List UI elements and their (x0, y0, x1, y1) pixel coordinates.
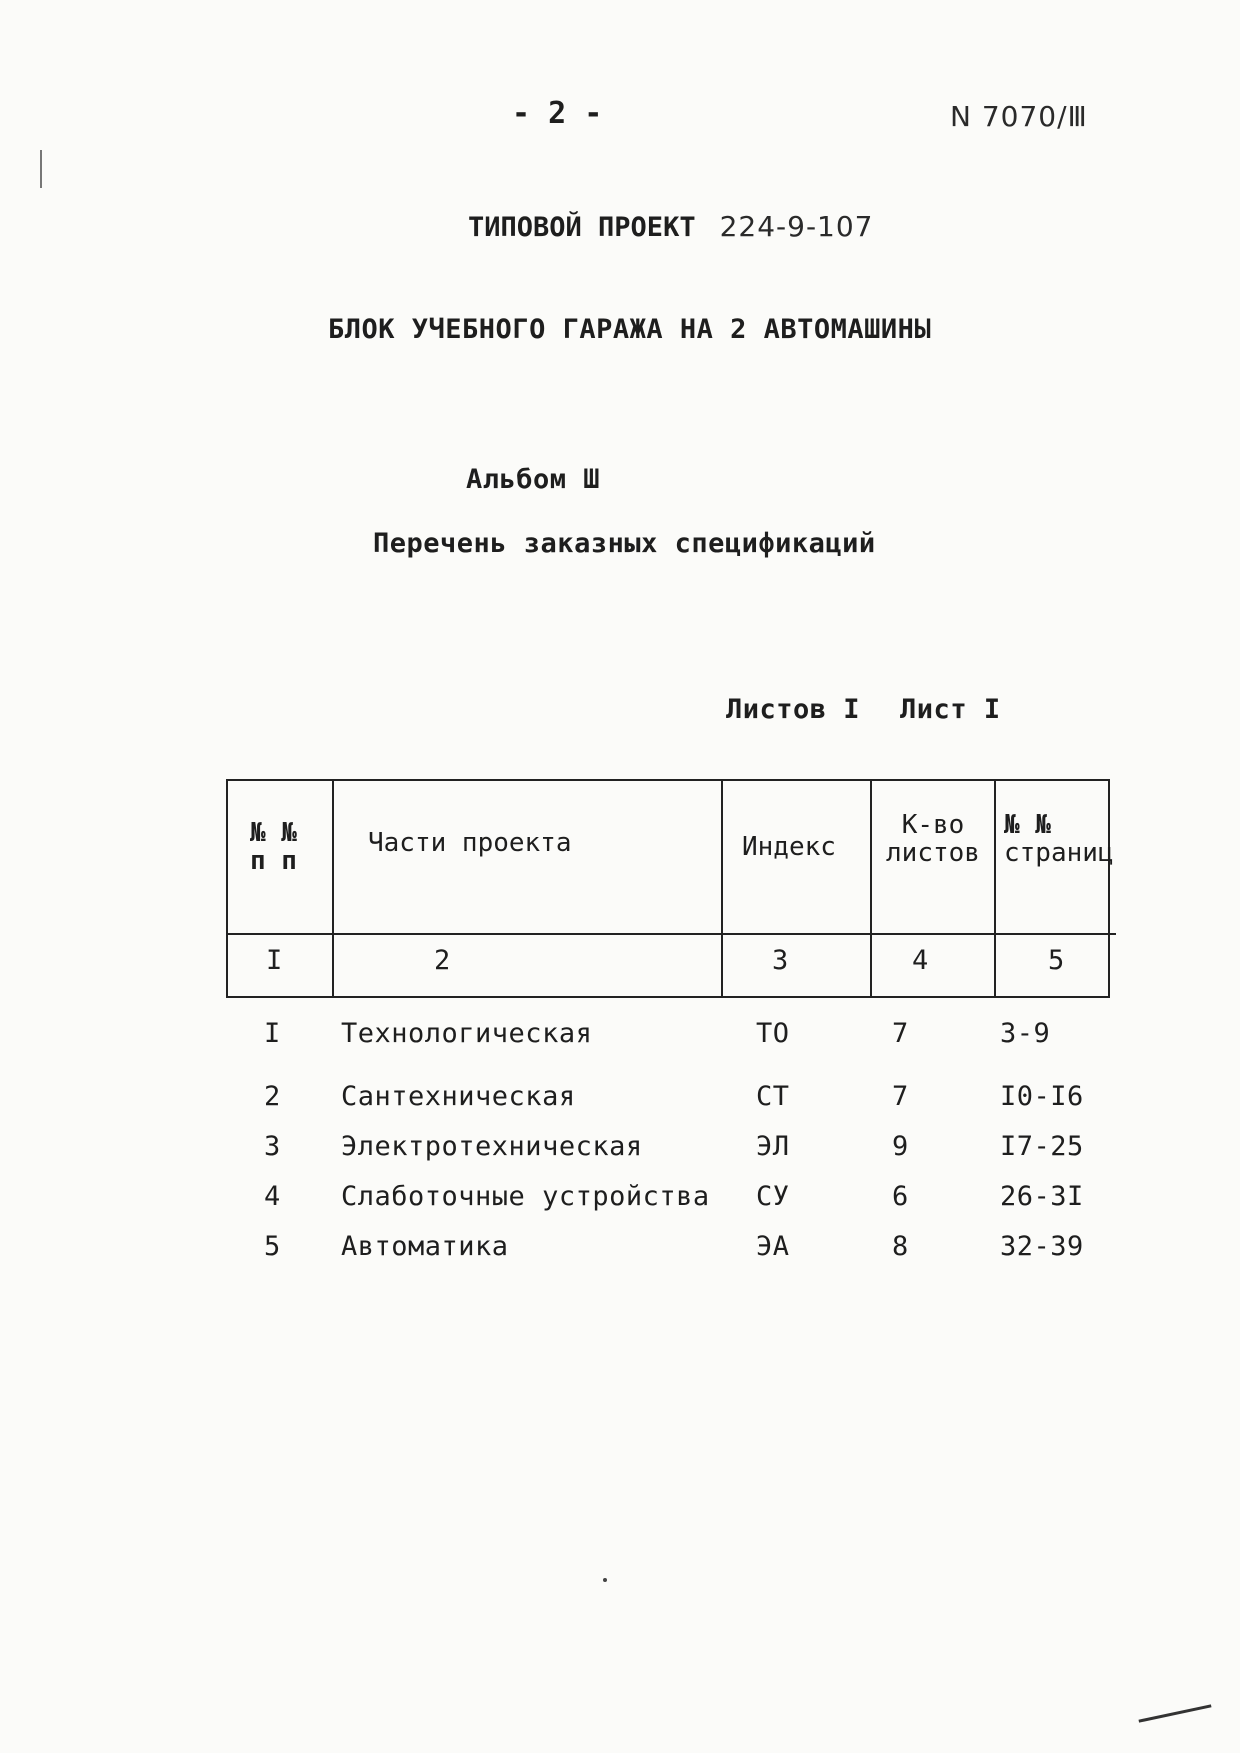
document-number: N 7070/Ⅲ (950, 100, 1088, 133)
row-number: 2 (264, 1081, 281, 1112)
row-name: Электротехническая (341, 1131, 643, 1162)
table-divider (994, 781, 996, 996)
column-number: 5 (1048, 945, 1065, 976)
row-count: 7 (892, 1018, 909, 1049)
pen-stroke (1138, 1704, 1211, 1722)
row-index: ЭЛ (756, 1131, 790, 1162)
margin-mark (40, 150, 42, 188)
header-count: К-во листов (886, 810, 980, 868)
row-count: 9 (892, 1131, 909, 1162)
page-number: - 2 - (512, 96, 603, 131)
column-number: I (266, 945, 283, 976)
row-number: 3 (264, 1131, 281, 1162)
row-index: ЭА (756, 1231, 790, 1262)
object-title: БЛОК УЧЕБНОГО ГАРАЖА НА 2 АВТОМАШИНЫ (328, 314, 932, 345)
header-index: Индекс (742, 832, 836, 862)
row-pages: I0-I6 (1000, 1081, 1084, 1112)
scan-dot (603, 1578, 607, 1582)
column-number: 4 (912, 945, 929, 976)
column-number: 2 (434, 945, 451, 976)
table-row (0, 1181, 1240, 1221)
row-number: 4 (264, 1181, 281, 1212)
table-row (0, 1018, 1240, 1058)
row-name: Технологическая (341, 1018, 593, 1049)
album-title: Альбом Ш (466, 464, 601, 495)
project-line (468, 210, 874, 243)
table-row (0, 1231, 1240, 1271)
table-divider (721, 781, 723, 996)
row-number: I (264, 1018, 281, 1049)
list-title: Перечень заказных спецификаций (373, 528, 876, 559)
project-code: 224-9-107 (719, 210, 874, 243)
table-row (0, 1081, 1240, 1121)
column-number: 3 (772, 945, 789, 976)
table-divider (332, 781, 334, 996)
row-pages: 3-9 (1000, 1018, 1051, 1049)
project-label: ТИПОВОЙ ПРОЕКТ (468, 212, 696, 243)
row-index: СУ (756, 1181, 790, 1212)
row-pages: 26-3I (1000, 1181, 1084, 1212)
table-divider (870, 781, 872, 996)
table-header-divider (228, 933, 1116, 935)
spec-table (226, 779, 1114, 998)
sheets-info (726, 694, 1001, 725)
row-name: Слаботочные устройства (341, 1181, 710, 1212)
row-name: Автоматика (341, 1231, 509, 1262)
row-name: Сантехническая (341, 1081, 576, 1112)
row-count: 7 (892, 1081, 909, 1112)
sheets-total: Листов I (726, 694, 861, 725)
sheet-current: Лист I (900, 694, 1001, 725)
table-row (0, 1131, 1240, 1171)
row-pages: I7-25 (1000, 1131, 1084, 1162)
row-pages: 32-39 (1000, 1231, 1084, 1262)
row-number: 5 (264, 1231, 281, 1262)
row-index: СТ (756, 1081, 790, 1112)
row-count: 6 (892, 1181, 909, 1212)
row-index: ТО (756, 1018, 790, 1049)
header-parts: Части проекта (368, 828, 572, 858)
header-no: № № п п (250, 818, 297, 876)
header-pages: № № страниц (1004, 810, 1114, 868)
row-count: 8 (892, 1231, 909, 1262)
